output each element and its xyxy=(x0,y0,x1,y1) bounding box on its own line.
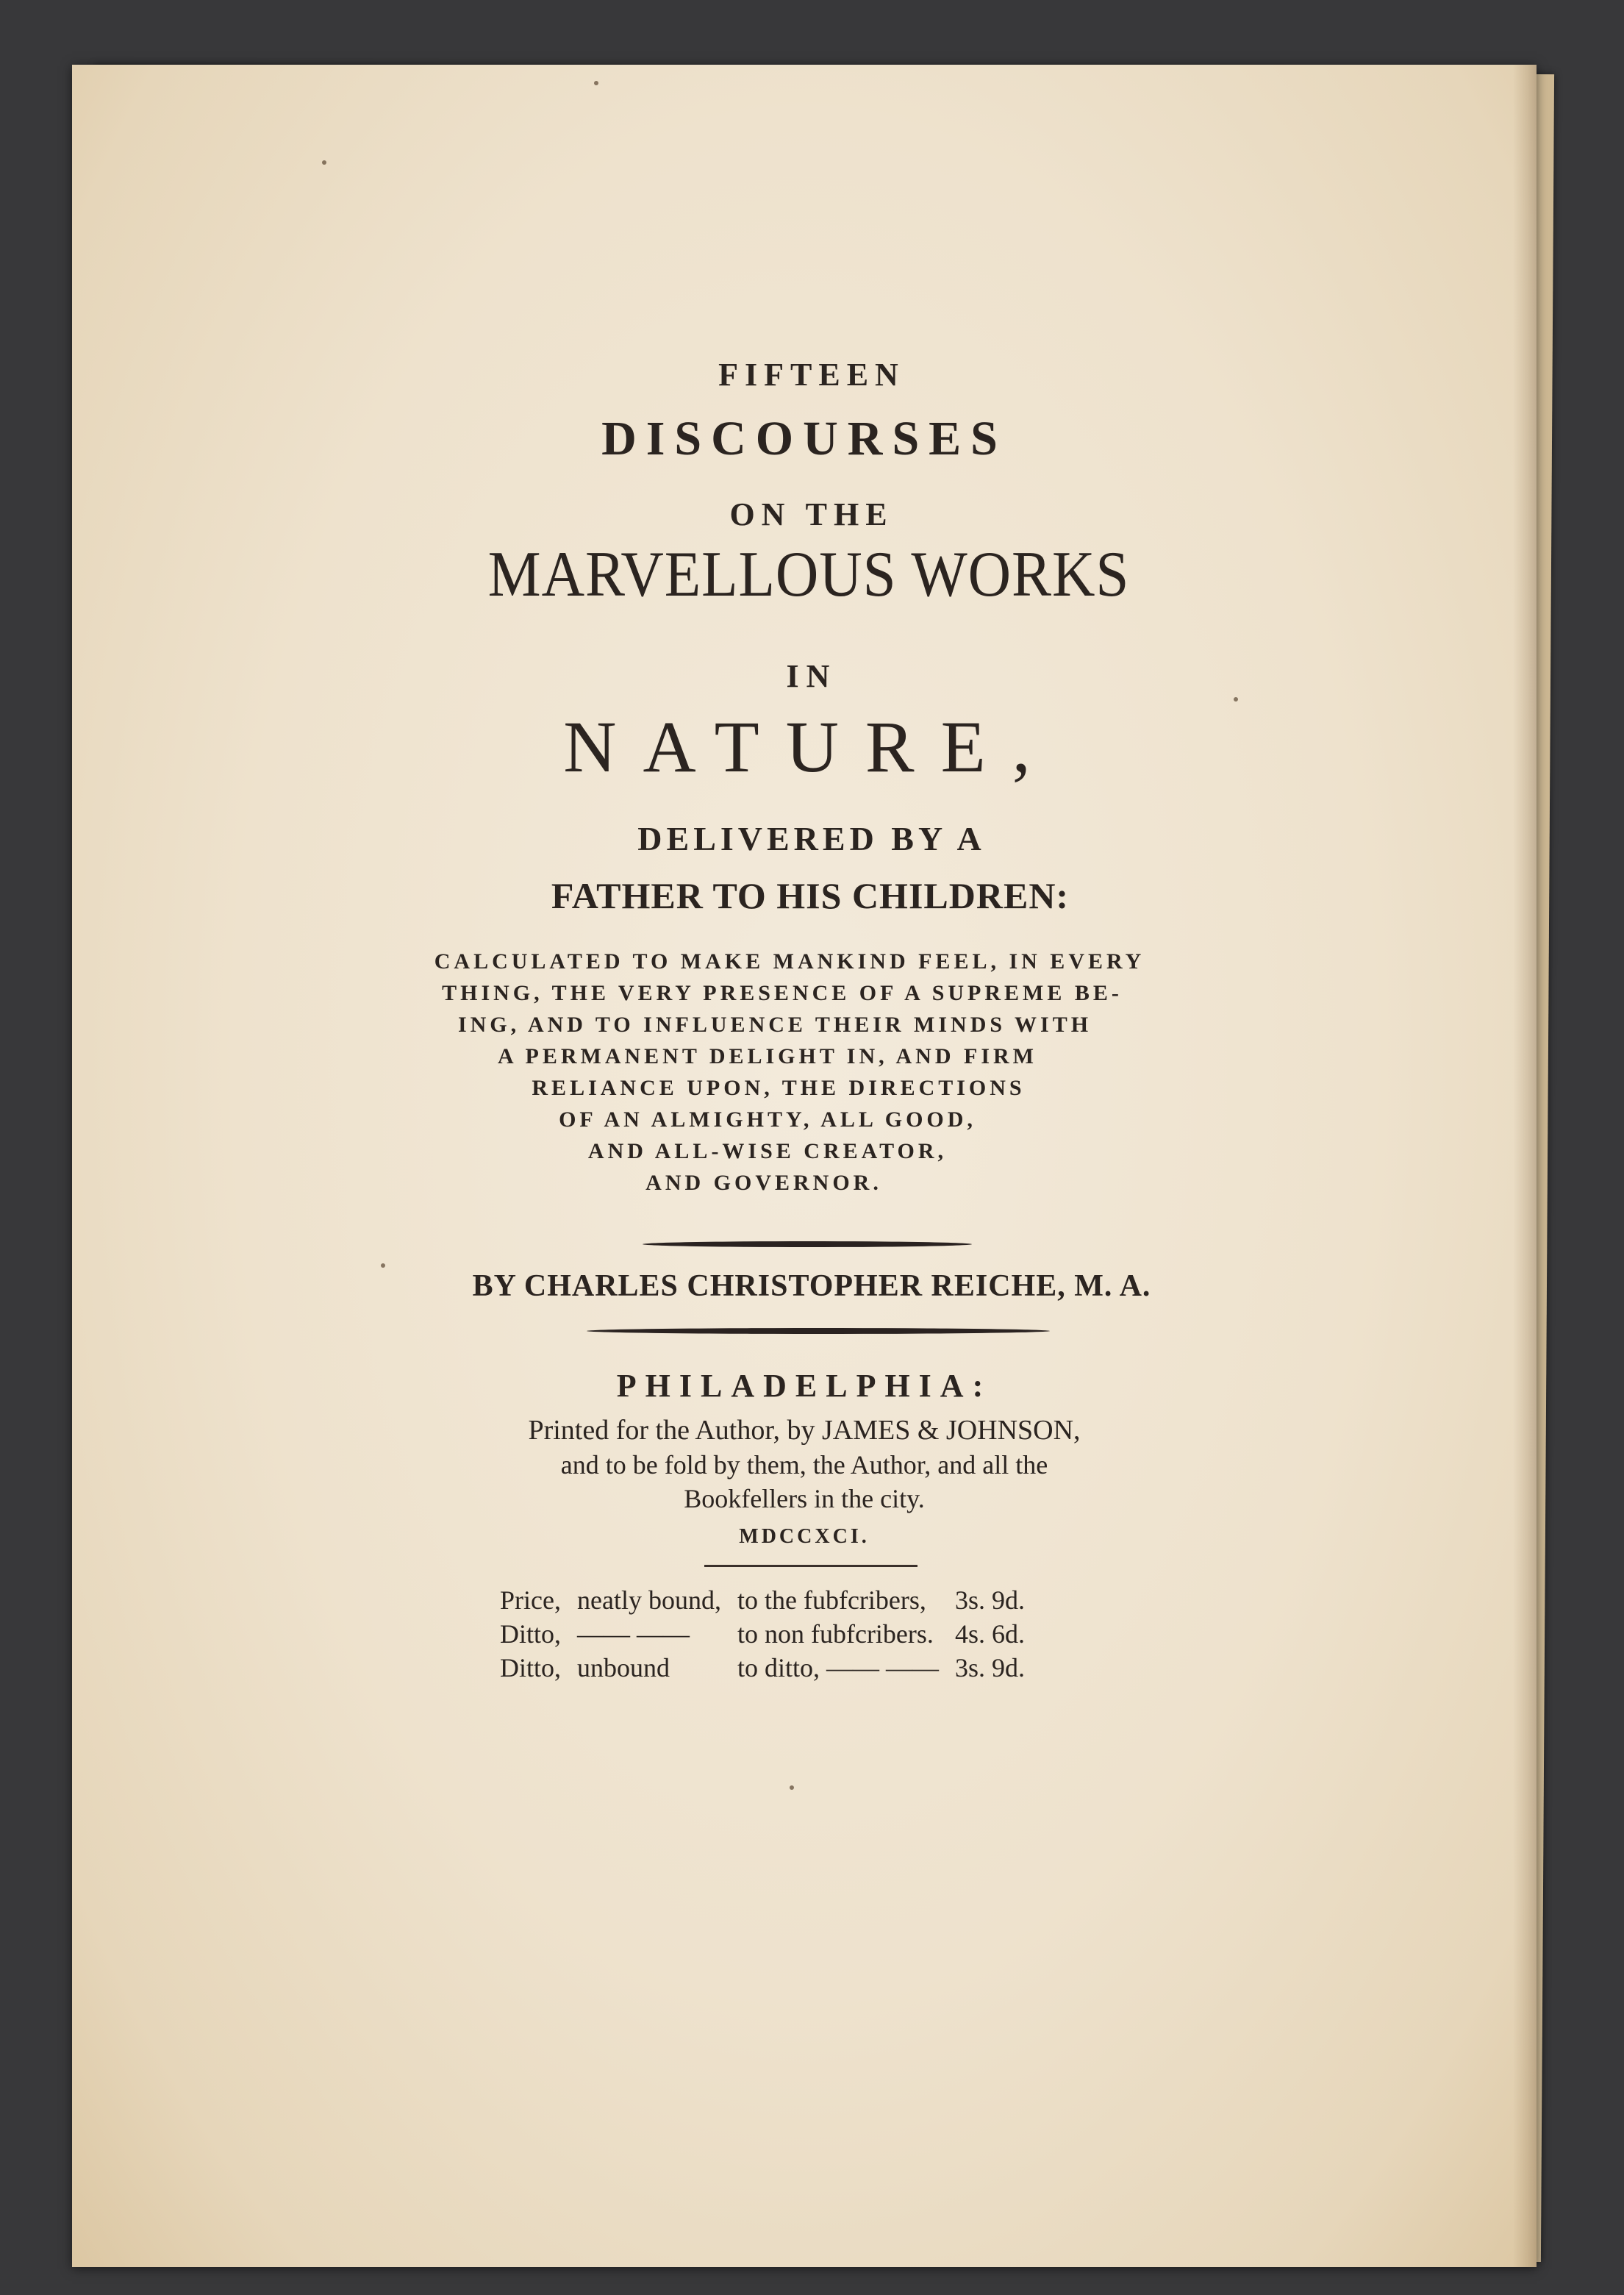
price-buyers: to the fubfcribers, xyxy=(737,1585,926,1615)
ornamental-rule xyxy=(643,1241,972,1247)
subtitle-line: RELIANCE UPON, THE DIRECTIONS xyxy=(532,1076,1026,1100)
price-row xyxy=(500,1617,1041,1651)
price-cost: 4s. 6d. xyxy=(955,1619,1026,1649)
subtitle-line: AND ALL-WISE CREATOR, xyxy=(587,1139,948,1163)
page-fold-shadow xyxy=(1513,65,1537,2267)
paper-speck xyxy=(594,81,598,85)
title-on-the: ON THE xyxy=(729,496,894,532)
price-buyers: to ditto, —— —— xyxy=(737,1653,939,1682)
title-nature: NATURE, xyxy=(563,706,1057,788)
thin-rule xyxy=(704,1565,917,1567)
subtitle-line: OF AN ALMIGHTY, ALL GOOD, xyxy=(559,1107,976,1132)
price-row xyxy=(500,1583,1041,1617)
title-discourses: DISCOURSES xyxy=(601,412,1007,465)
price-label: Ditto, xyxy=(500,1619,562,1649)
price-binding: neatly bound, xyxy=(577,1585,721,1615)
title-marvellous-works: MARVELLOUS WORKS xyxy=(487,539,1130,610)
subtitle-line: AND GOVERNOR. xyxy=(645,1171,882,1195)
subtitle-line: A PERMANENT DELIGHT IN, AND FIRM xyxy=(498,1044,1037,1068)
imprint-line: Printed for the Author, by JAMES & JOHNSON, xyxy=(528,1415,1081,1446)
price-buyers: to non fubfcribers. xyxy=(737,1619,934,1649)
title-fifteen: FIFTEEN xyxy=(718,357,905,393)
subtitle-line: THING, THE VERY PRESENCE OF A SUPREME BE- xyxy=(442,981,1123,1005)
paper-speck xyxy=(322,160,326,165)
subtitle-line: CALCULATED TO MAKE MANKIND FEEL, IN EVERY xyxy=(434,949,1145,974)
paper-speck xyxy=(790,1785,794,1790)
price-label: Ditto, xyxy=(500,1653,562,1682)
imprint-city: PHILADELPHIA: xyxy=(616,1368,992,1404)
price-cost: 3s. 9d. xyxy=(955,1585,1026,1615)
imprint-date: MDCCXCI. xyxy=(739,1525,870,1548)
imprint-line: Bookfellers in the city. xyxy=(684,1484,925,1513)
price-label: Price, xyxy=(500,1585,561,1615)
title-in: IN xyxy=(786,658,837,694)
title-father-children: FATHER TO HIS CHILDREN: xyxy=(551,875,1070,916)
price-row xyxy=(500,1651,1041,1685)
ornamental-rule xyxy=(587,1328,1050,1334)
imprint-line: and to be fold by them, the Author, and all the xyxy=(560,1450,1048,1480)
paper-speck xyxy=(381,1263,385,1268)
price-list xyxy=(500,1583,1041,1685)
subtitle-line: ING, AND TO INFLUENCE THEIR MINDS WITH xyxy=(457,1013,1092,1037)
price-binding: —— —— xyxy=(577,1619,690,1649)
author-line: BY CHARLES CHRISTOPHER REICHE, M. A. xyxy=(472,1269,1151,1303)
paper-speck xyxy=(1234,697,1238,702)
title-page xyxy=(72,65,1537,2267)
price-cost: 3s. 9d. xyxy=(955,1653,1026,1682)
title-delivered: DELIVERED BY A xyxy=(637,820,986,857)
price-binding: unbound xyxy=(577,1653,670,1682)
